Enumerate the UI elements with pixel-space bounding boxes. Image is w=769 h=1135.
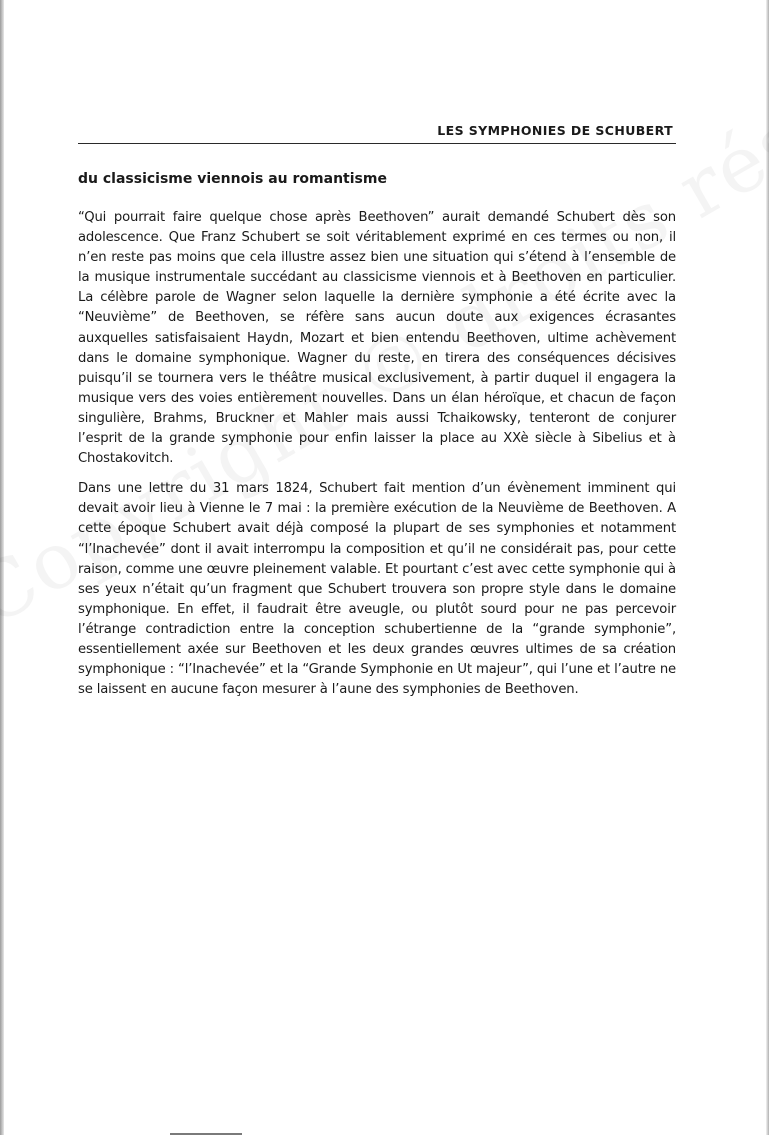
running-header (78, 122, 676, 144)
scan-edge-left (0, 0, 4, 1135)
article-body (78, 168, 676, 710)
paragraph-2: Dans une lettre du 31 mars 1824, Schubert fait mention d’un évènement imminent qui devait avoir lieu à Vienne le 7 mai : la première exécution de la Neuvième de Beethoven. A cette époque Schubert avait déjà composé la plupart de ses symphonies et notamment “l’Inachevée” dont il avait interrompu la composition et qu’il ne considérait pas, pour cette raison, comme une œuvre pleinement valable. Et pourtant c’est avec cette symphonie qui à ses yeux n’était qu’un fragment que Schubert trouvera son propre style dans le domaine symphonique. En effet, il faudrait être aveugle, ou plutôt sourd pour ne pas percevoir l’étrange contradiction entre la conception schubertienne de la “grande symphonie”, essentiellement axée sur Beethoven et les deux grandes œuvres ultimes de sa création symphonique : “l’Inachevée” et la “Grande Symphonie en Ut majeur”, qui l’une et l’autre ne se laissent en aucune façon mesurer à l’aune des symphonies de Beethoven. (78, 481, 676, 698)
section-title: du classicisme viennois au romantisme (78, 171, 387, 187)
paragraph-1: “Qui pourrait faire quelque chose après Beethoven” aurait demandé Schubert dès son adolescence. Que Franz Schubert se soit véritablement exprimé en ces termes ou non, il n’en reste pas moins que cela illustre assez bien une situation qui s’étend à l’ensemble de la musique instrumentale succédant au classicisme viennois et à Beethoven en particulier. La célèbre parole de Wagner selon laquelle la dernière symphonie a été écrite avec la “Neuvième” de Beethoven, se réfère sans aucun doute aux exigences écrasantes auxquelles satisfaisaient Haydn, Mozart et bien entendu Beethoven, ultime achèvement dans le domaine symphonique. Wagner du reste, en tirera des conséquences décisives puisqu’il se tournera vers le théâtre musical exclusivement, à partir duquel il engagera la musique vers des voies entièrement nouvelles. Dans un élan héroïque, et chacun de façon singulière, Brahms, Bruckner et Mahler mais aussi Tchaikowsky, tenteront de conjurer l’esprit de la grande symphonie pour enfin laisser la place au XXè siècle à Sibelius et à Chostakovitch. (78, 210, 676, 467)
running-title: LES SYMPHONIES DE SCHUBERT (437, 123, 673, 138)
